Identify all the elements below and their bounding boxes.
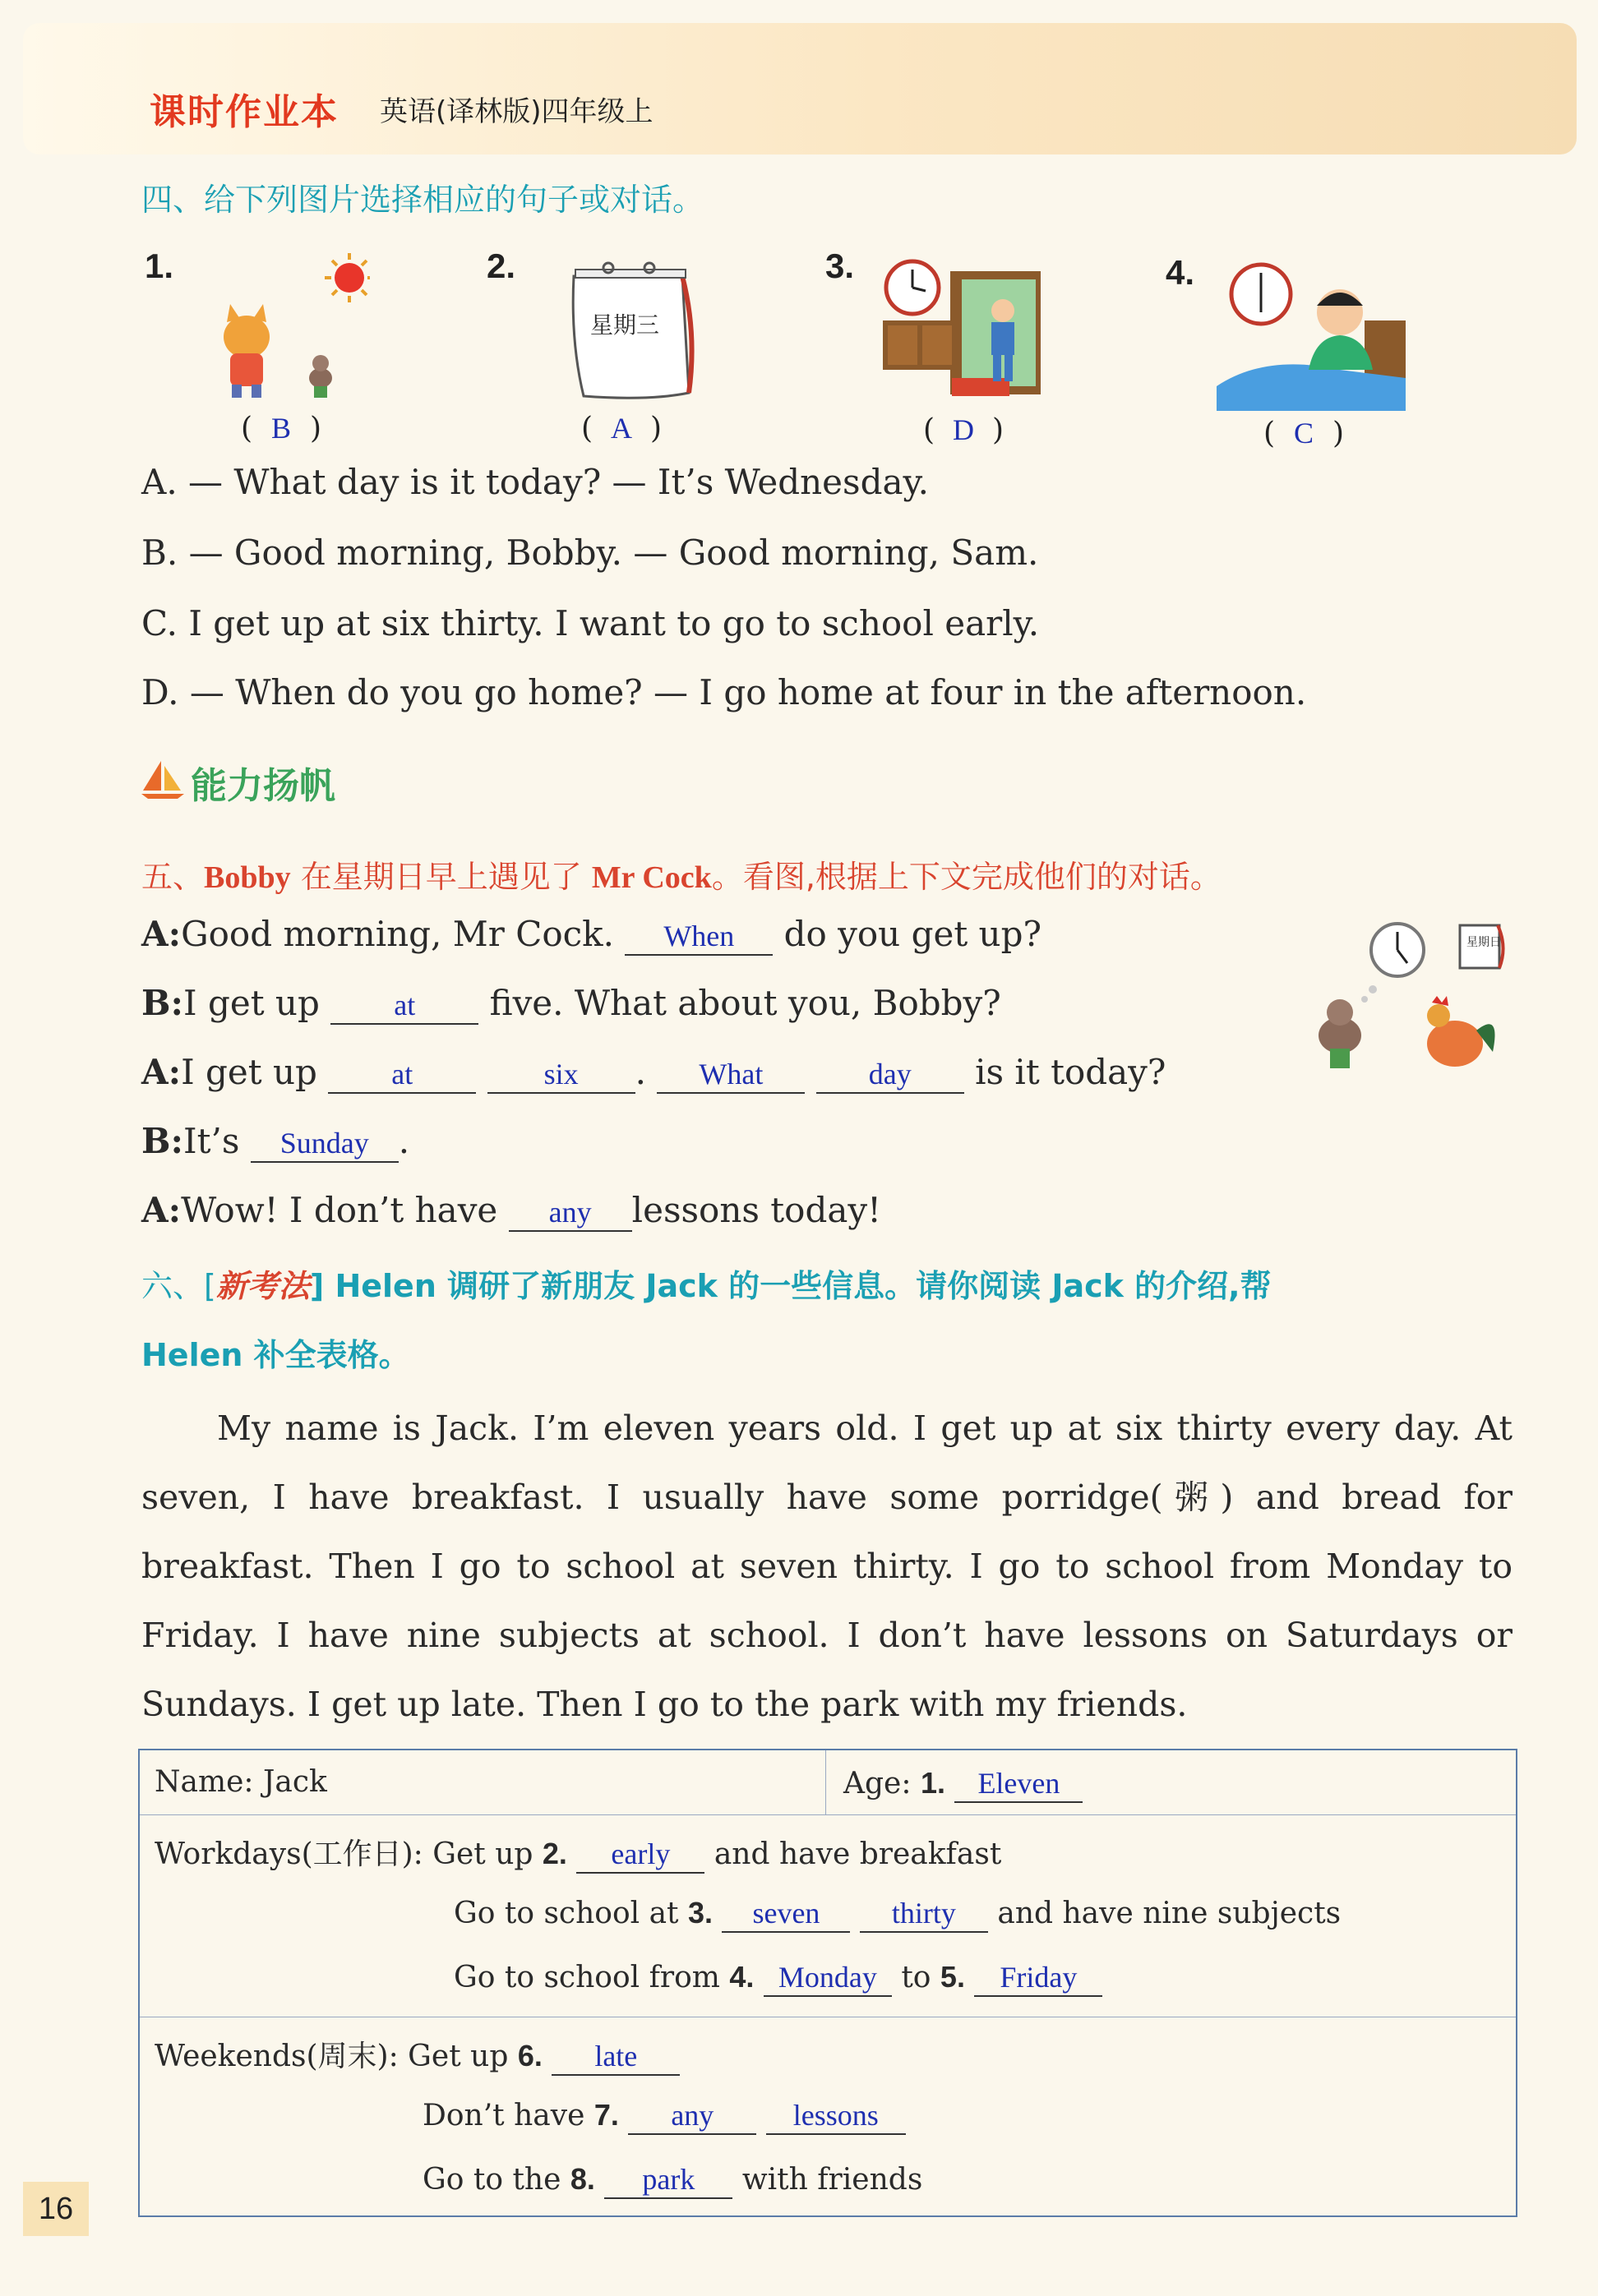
- school-at-row: Go to school at 3. seven thirty and have nine subjects: [454, 1895, 1341, 1933]
- clock-bed-boy-illustration: [1217, 255, 1414, 411]
- name-cell: Name: Jack: [155, 1765, 327, 1799]
- table-row-line: [140, 1814, 1516, 1815]
- option-d: D. — When do you go home? — I go home at four in the afternoon.: [141, 672, 1307, 712]
- item4-answer-box: ( C ): [1263, 417, 1345, 450]
- dialogue-line-1: A:Good morning, Mr Cock. When do you get up?: [141, 914, 1042, 954]
- item1-number: 1.: [145, 247, 174, 285]
- option-a: A. — What day is it today? — It’s Wednesday.: [141, 462, 930, 502]
- dialogue-line-5: A:Wow! I don’t have any lessons today!: [141, 1190, 881, 1230]
- dialogue-line-3: A:I get up at six . What day is it today?: [141, 1052, 1166, 1092]
- ability-heading: 能力扬帆: [191, 765, 335, 807]
- item3-answer-box: ( D ): [922, 413, 1005, 447]
- section6-title-cont: Helen 补全表格。: [141, 1337, 410, 1373]
- workdays-row: Workdays(工作日): Get up 2. early and have breakfast: [155, 1831, 1001, 1874]
- item2-number: 2.: [487, 247, 516, 285]
- cat-mouse-sun-illustration: [197, 247, 370, 403]
- dialogue-line-4: B:It’s Sunday .: [141, 1121, 410, 1161]
- dont-have-row: Don’t have 7. any lessons: [423, 2097, 906, 2135]
- dialogue-line-2: B:I get up at five. What about you, Bobby?: [141, 983, 1001, 1023]
- mini-calendar-label: 星期日: [1466, 936, 1501, 949]
- item4-number: 4.: [1166, 253, 1195, 292]
- section4-title: 四、给下列图片选择相应的句子或对话。: [141, 182, 704, 218]
- section6-title: 六、[新考法] Helen 调研了新朋友 Jack 的一些信息。请你阅读 Jack 的介绍,帮: [141, 1267, 1272, 1304]
- age-cell: Age: 1. Eleven: [843, 1765, 1083, 1803]
- item2-answer-box: ( A ): [580, 412, 663, 445]
- item1-answer-box: ( B ): [240, 412, 322, 445]
- option-b: B. — Good morning, Bobby. — Good morning, Sam.: [141, 533, 1039, 573]
- school-from-row: Go to school from 4. Monday to 5. Friday: [454, 1959, 1102, 1997]
- weekends-row: Weekends(周末): Get up 6. late: [155, 2033, 680, 2076]
- item3-number: 3.: [825, 247, 855, 285]
- sailboat-icon: [140, 758, 186, 800]
- jack-passage: My name is Jack. I’m eleven years old. I get up at six thirty every day. At seven, I have breakfast. I usually have some porridge(粥) and bread for breakfast. Then I go to school at seven thirty. I go to school from Monday to Friday. I have nine subjects at school. I don’t have lessons on Saturdays or Sundays. I get up late. Then I go to the park with my friends.: [141, 1408, 1513, 1724]
- calendar-label: 星期三: [590, 311, 660, 339]
- option-c: C. I get up at six thirty. I want to go to school early.: [141, 603, 1040, 643]
- clock-door-boy-illustration: [876, 255, 1065, 403]
- book-title: 课时作业本: [150, 91, 339, 133]
- info-table: [138, 1749, 1517, 2217]
- table-divider: [825, 1750, 826, 1814]
- book-subtitle: 英语(译林版)四年级上: [380, 95, 654, 128]
- page-number: 16: [23, 2182, 89, 2236]
- go-to-row: Go to the 8. park with friends: [423, 2161, 922, 2199]
- section5-title: 五、Bobby 在星期日早上遇见了 Mr Cock。看图,根据上下文完成他们的对话。: [141, 859, 1222, 895]
